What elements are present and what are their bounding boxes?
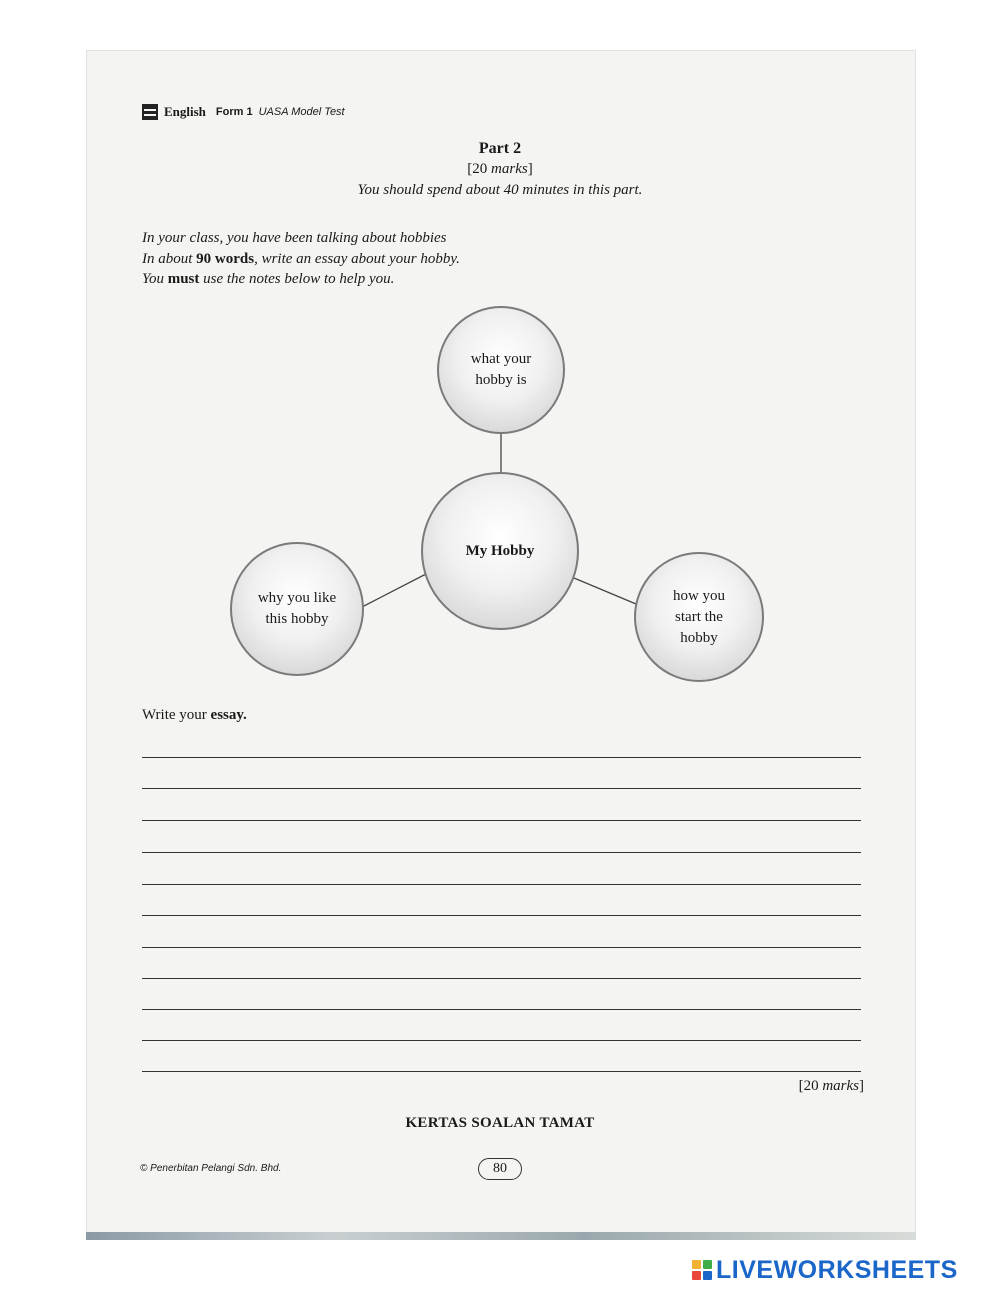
end-of-paper-title: KERTAS SOALAN TAMAT <box>405 1115 595 1131</box>
page-header <box>142 102 345 122</box>
bubble-right-line-1: how you <box>672 587 726 604</box>
instruction-line-3 <box>142 269 460 290</box>
bubble-right-line-2: start the <box>675 608 723 625</box>
essay-marks-pre: [20 <box>798 1078 823 1094</box>
page-number: 80 <box>478 1158 522 1180</box>
liveworksheets-brand[interactable] <box>692 1256 958 1284</box>
bubble-left-line-2: this hobby <box>265 611 329 627</box>
essay-line[interactable] <box>142 757 861 758</box>
part-title: Part 2 <box>478 140 522 157</box>
essay-marks-post: ] <box>859 1078 864 1094</box>
instruction-2-bold: 90 words <box>196 250 255 267</box>
logo-square-1 <box>692 1260 701 1269</box>
bubble-left-line-1: why you like <box>257 590 337 606</box>
instruction-3-post: use the notes below to help you. <box>199 271 395 287</box>
instruction-2-pre: In about <box>142 250 197 267</box>
instruction-line-1: In your class, you have been talking about hobbies <box>142 230 447 246</box>
instruction-3-pre: You <box>142 271 168 287</box>
bubble-what-hobby <box>437 306 565 434</box>
essay-line[interactable] <box>142 947 861 948</box>
logo-square-3 <box>692 1271 701 1280</box>
essay-line[interactable] <box>142 852 861 853</box>
essay-label <box>142 707 247 724</box>
brand-name: LIVEWORKSHEETS <box>716 1255 958 1284</box>
page-bottom-edge <box>86 1232 916 1240</box>
bubble-my-hobby <box>421 472 579 630</box>
part-marks-post: ] <box>527 161 533 177</box>
essay-line[interactable] <box>142 820 861 821</box>
essay-line[interactable] <box>142 1009 861 1010</box>
publisher-credit: © Penerbitan Pelangi Sdn. Bhd. <box>140 1163 282 1174</box>
essay-line[interactable] <box>142 884 861 885</box>
bubble-top-line-1: what your <box>470 351 532 367</box>
book-logo-icon <box>142 104 158 120</box>
instruction-2-post: , write an essay about your hobby. <box>254 250 460 267</box>
header-subject: English <box>164 104 206 119</box>
instructions <box>142 228 460 290</box>
logo-square-4 <box>703 1271 712 1280</box>
instruction-3-bold: must <box>167 271 200 287</box>
part-marks <box>0 161 1000 178</box>
liveworksheets-logo-icon <box>692 1260 712 1280</box>
header-test: UASA Model Test <box>258 106 345 118</box>
essay-line[interactable] <box>142 978 861 979</box>
essay-marks-word: marks <box>822 1078 859 1094</box>
bubble-why-like <box>230 542 364 676</box>
part-marks-pre: [20 <box>467 161 492 177</box>
essay-marks <box>799 1078 864 1095</box>
instruction-line-2 <box>142 249 460 270</box>
time-note: You should spend about 40 minutes in this part. <box>357 182 643 198</box>
header-form: Form 1 <box>215 106 253 118</box>
essay-line[interactable] <box>142 788 861 789</box>
part-marks-word: marks <box>491 161 528 177</box>
essay-label-pre: Write your <box>142 707 211 723</box>
essay-line[interactable] <box>142 915 861 916</box>
logo-square-2 <box>703 1260 712 1269</box>
bubble-right-line-3: hobby <box>680 629 718 646</box>
essay-label-bold: essay. <box>210 707 247 723</box>
essay-line[interactable] <box>142 1040 861 1041</box>
essay-line[interactable] <box>142 1071 861 1072</box>
bubble-center-label: My Hobby <box>465 542 535 559</box>
bubble-top-line-2: hobby is <box>475 372 527 388</box>
bubble-how-start <box>634 552 764 682</box>
